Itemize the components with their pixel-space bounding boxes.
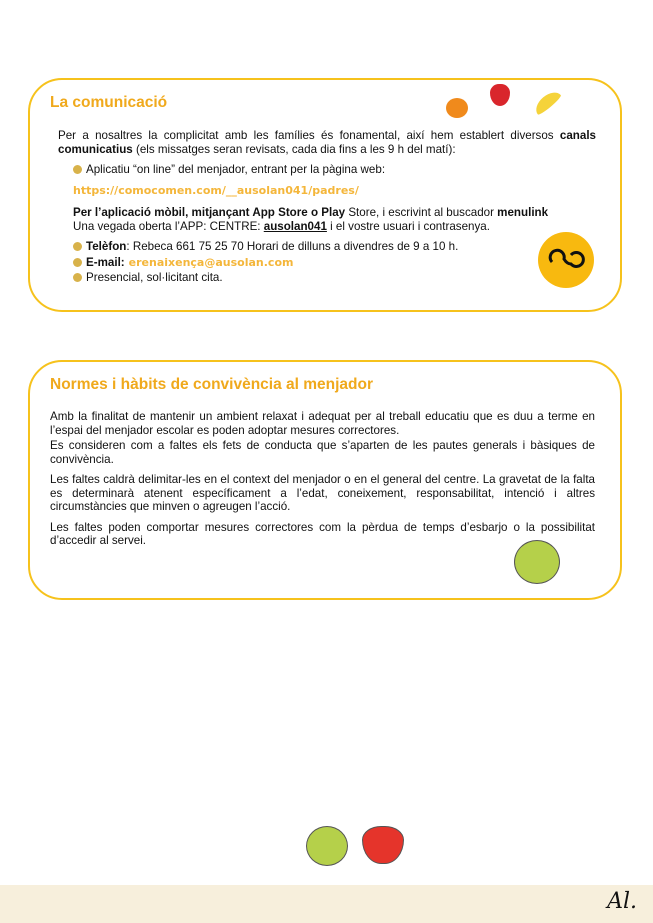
communication-title: La comunicació [50,94,168,111]
bullet-icon [73,242,82,251]
intro-bold: canals comunicatius [58,129,596,156]
ausolan-logo-icon [538,232,594,288]
list-item-app: Aplicatiu “on line” del menjador, entrant per la pàgina web: [73,163,385,177]
apple-character-icon [514,540,560,584]
ausolan-footer-logo: Al. [607,889,637,914]
footer [0,885,653,923]
intro-text: Per a nosaltres la complicitat amb les famílies és fonamental, així hem establert diversos [58,129,560,142]
bullet-icon [73,273,82,282]
apple-character-icon [306,826,348,866]
orange-character-icon [446,98,468,118]
heart-character-icon [362,826,404,864]
bullet-icon [73,258,82,267]
email-link[interactable]: erenaixença@ausolan.com [128,256,294,269]
rules-text: Amb la finalitat de mantenir un ambient relaxat i adequat per al treball educatiu que es duu a terme en l’espai del menjador escolar es poden adoptar mesures correctores. Es consideren com a faltes els fets de conducta que s’aparten de les pautes generals i bàsiques de convivència. Les faltes caldrà delimitar-les en el context del menjador o en el general del centre. La gravetat de la falta es determinarà atenent específicament a l’edat, coneixement, responsabilitat, intenció i altres circumstàncies que minven o agreugen l’acció. Les faltes poden comportar mesures correctores com la pèrdua de temps d’esbarjo o la possibilitat d’accedir al servei. [50,410,595,547]
bullet-icon [73,165,82,174]
list-item-phone: Telèfon: Rebeca 661 75 25 70 Horari de dilluns a divendres de 9 a 10 h. [73,240,458,254]
intro-text-end: (els missatges seran revisats, cada dia fins a les 9 h del matí): [132,142,456,156]
web-link[interactable]: https://comocomen.com/__ausolan041/padres/ [73,184,359,197]
list-item-presencial: Presencial, sol·licitant cita. [73,271,223,285]
list-item-email: E-mail: erenaixença@ausolan.com [73,256,293,270]
mobile-app-text: Per l’aplicació mòbil, mitjançant App Store o Play Store, i escrivint al buscador menulink Una vegada oberta l’APP: CENTRE: ausolan041 i el vostre usuari i contrasenya. [73,206,549,233]
rules-title: Normes i hàbits de convivència al menjador [50,376,374,393]
